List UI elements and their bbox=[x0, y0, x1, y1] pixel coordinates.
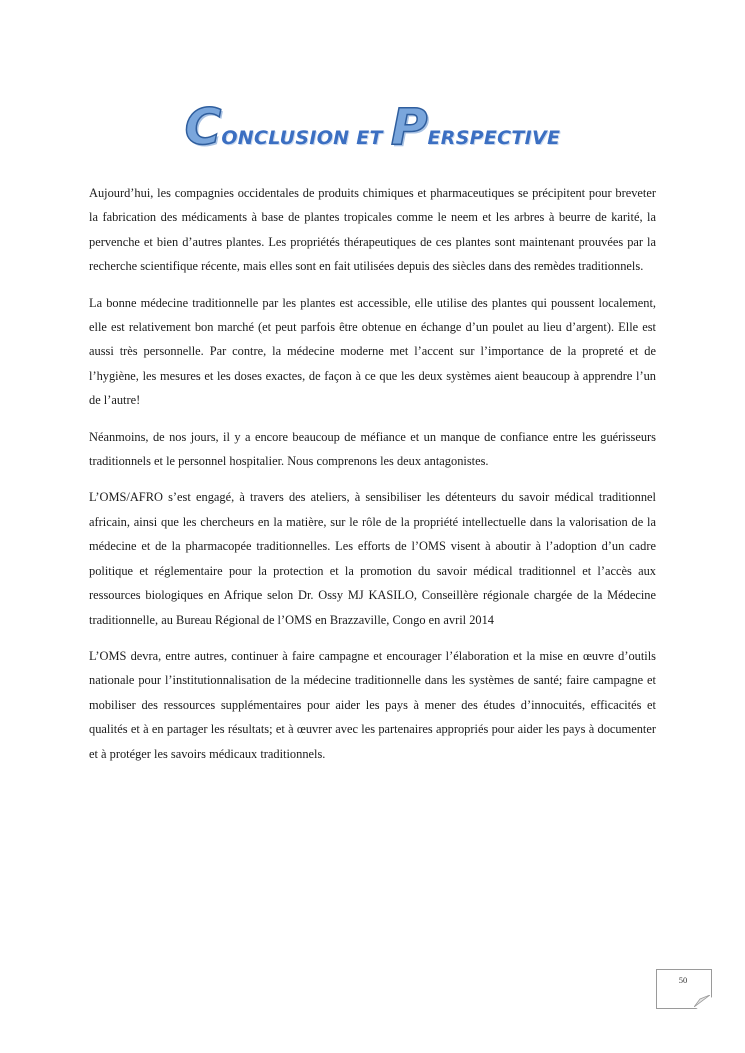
paragraph-5: L’OMS devra, entre autres, continuer à faire campagne et encourager l’élaboration et la mise en œuvre d’outils nationale pour l’institutionnalisation de la médecine traditionnelle dans les systèmes de santé; faire campagne et mobiliser des ressources supplémentaires pour aider les pays à mener des études d’innocuités, efficacités et qualités et à en partager les résultats; et à œuvrer avec les partenaires appropriés pour aider les pays à documenter et à protéger les savoirs médicaux traditionnels. bbox=[89, 648, 656, 761]
body-text bbox=[89, 181, 656, 778]
title-initial-c: C bbox=[184, 98, 222, 156]
title-text-part-2: ERSPECTIVE bbox=[427, 127, 561, 149]
page-curl-icon bbox=[694, 995, 710, 1007]
page-title bbox=[0, 99, 745, 155]
title-initial-p: P bbox=[390, 98, 428, 156]
paragraph-2: La bonne médecine traditionnelle par les plantes est accessible, elle utilise des plantes qui poussent localement, elle est relativement bon marché (et peut parfois être obtenue en échange d’un poulet au lieu d’argent). Elle est aussi très personnelle. Par contre, la médecine moderne met l’accent sur l’importance de la propreté et de l’hygiène, les mesures et les doses exactes, de façon à ce que les deux systèmes aient beaucoup à apprendre l’un de l’autre! bbox=[89, 295, 656, 408]
page-number: 50 bbox=[678, 975, 688, 985]
paragraph-1: Aujourd’hui, les compagnies occidentales de produits chimiques et pharmaceutiques se précipitent pour breveter la fabrication des médicaments à base de plantes tropicales comme le neem et les arbres à beurre de karité, la pervenche et bien d’autres plantes. Les propriétés thérapeutiques de ces plantes sont maintenant prouvées par la recherche scientifique récente, mais elles sont en fait utilisées depuis des siècles dans des remèdes traditionnels. bbox=[89, 186, 656, 274]
title-text-part-1: ONCLUSION ET bbox=[221, 127, 383, 149]
paragraph-3: Néanmoins, de nos jours, il y a encore beaucoup de méfiance et un manque de confiance entre les guérisseurs traditionnels et le personnel hospitalier. Nous comprenons les deux antagonistes. bbox=[89, 429, 656, 469]
paragraph-4: L’OMS/AFRO s’est engagé, à travers des ateliers, à sensibiliser les détenteurs du savoir médical traditionnel africain, ainsi que les chercheurs en la matière, sur le rôle de la propriété intellectuelle dans la valorisation de la médecine et de la pharmacopée traditionnelles. Les efforts de l’OMS visent à aboutir à l’adoption d’un cadre politique et réglementaire pour la protection et la promotion du savoir médical traditionnel et l’accès aux ressources biologiques en Afrique selon Dr. Ossy MJ KASILO, Conseillère régionale chargée de la Médecine traditionnelle, au Bureau Régional de l’OMS en Brazzaville, Congo en avril 2014 bbox=[89, 490, 656, 627]
